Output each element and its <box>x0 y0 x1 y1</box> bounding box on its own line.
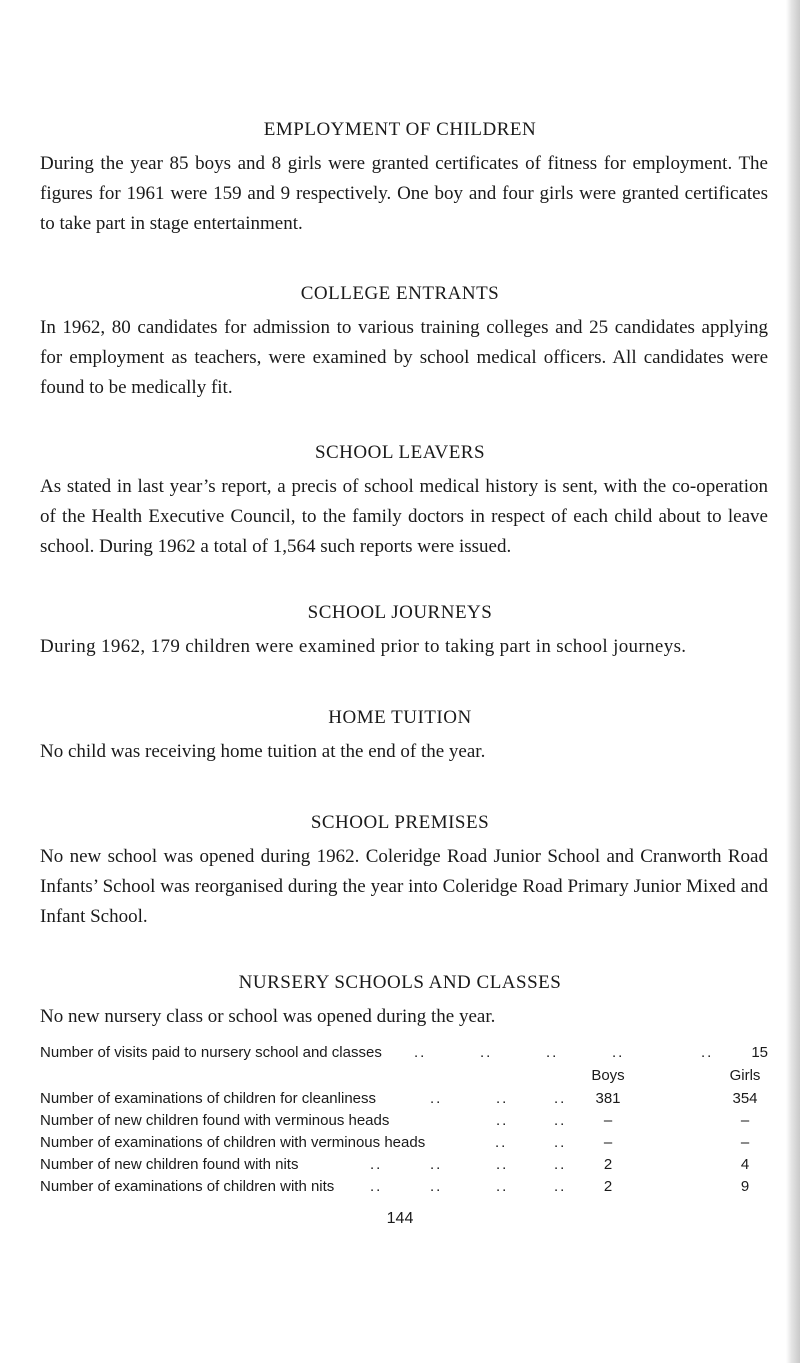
cell-girls: 4 <box>740 1156 750 1173</box>
cell-girls: 9 <box>740 1178 750 1195</box>
row-label: Number of new children found with verminous heads <box>40 1112 390 1129</box>
leader-dots: .. <box>612 1044 625 1061</box>
cell-boys: 2 <box>603 1178 613 1195</box>
leader-dots: .. <box>496 1112 509 1129</box>
leader-dots: .. <box>414 1044 427 1061</box>
leader-dots: .. <box>554 1156 567 1173</box>
cell-boys: 2 <box>603 1156 613 1173</box>
paragraph-employment: During the year 85 boys and 8 girls were granted certificates of fitness for employment. The figures for 1961 were 159 and 9 respectively. One boy and four girls were granted certificates to take part in stage entertainment. <box>40 153 768 234</box>
leader-dots: .. <box>480 1044 493 1061</box>
page-number: 144 <box>386 1210 414 1227</box>
leader-dots: .. <box>554 1178 567 1195</box>
heading-tuition: HOME TUITION <box>328 707 472 728</box>
table-row <box>40 1088 768 1110</box>
paragraph-tuition: No child was receiving home tuition at the end of the year. <box>40 741 486 762</box>
cell-boys: 381 <box>595 1090 621 1107</box>
heading-employment: EMPLOYMENT OF CHILDREN <box>263 119 537 140</box>
paragraph-leavers: As stated in last year’s report, a precis of school medical history is sent, with the co-operation of the Health Executive Council, to the family doctors in respect of each child about to leave school. During 1962 a total of 1,564 such reports were issued. <box>40 476 768 557</box>
row-label: Number of examinations of children with nits <box>40 1178 335 1195</box>
leader-dots: .. <box>370 1156 383 1173</box>
table-row <box>40 1176 768 1198</box>
table-column-headers <box>40 1065 768 1087</box>
row-label: Number of examinations of children with verminous heads <box>40 1134 426 1151</box>
row-label: Number of examinations of children for cleanliness <box>40 1090 376 1107</box>
paragraph-journeys: During 1962, 179 children were examined prior to taking part in school journeys. <box>40 636 687 657</box>
visits-value: 15 <box>751 1044 768 1061</box>
leader-dots: .. <box>430 1090 443 1107</box>
row-label: Number of visits paid to nursery school and classes <box>40 1044 382 1061</box>
leader-dots: .. <box>430 1178 443 1195</box>
column-header-boys: Boys <box>591 1067 625 1084</box>
row-label: Number of new children found with nits <box>40 1156 299 1173</box>
heading-nursery: NURSERY SCHOOLS AND CLASSES <box>238 972 562 993</box>
table-row <box>40 1132 768 1154</box>
cell-girls: 354 <box>732 1090 758 1107</box>
table-row <box>40 1110 768 1132</box>
cell-boys: – <box>603 1112 613 1129</box>
cell-boys: – <box>603 1134 613 1151</box>
leader-dots: .. <box>496 1156 509 1173</box>
paragraph-nursery: No new nursery class or school was opened during the year. <box>40 1006 496 1027</box>
heading-journeys: SCHOOL JOURNEYS <box>307 602 493 623</box>
table-row <box>40 1154 768 1176</box>
leader-dots: .. <box>554 1134 567 1151</box>
heading-leavers: SCHOOL LEAVERS <box>314 442 486 463</box>
leader-dots: .. <box>554 1112 567 1129</box>
cell-girls: – <box>740 1134 750 1151</box>
leader-dots: .. <box>701 1044 714 1061</box>
leader-dots: .. <box>370 1178 383 1195</box>
paragraph-premises: No new school was opened during 1962. Coleridge Road Junior School and Cranworth Road Infants’ School was reorganised during the year into Coleridge Road Primary Junior Mixed and Infant School. <box>40 846 768 927</box>
heading-college: COLLEGE ENTRANTS <box>300 283 500 304</box>
page-edge-shadow <box>786 0 800 1363</box>
heading-premises: SCHOOL PREMISES <box>310 812 490 833</box>
leader-dots: .. <box>430 1156 443 1173</box>
paragraph-college: In 1962, 80 candidates for admission to various training colleges and 25 candidates applying for employment as teachers, were examined by school medical officers. All candidates were found to be medically fit. <box>40 317 768 398</box>
leader-dots: .. <box>496 1178 509 1195</box>
leader-dots: .. <box>554 1090 567 1107</box>
leader-dots: .. <box>495 1134 508 1151</box>
leader-dots: .. <box>496 1090 509 1107</box>
table-row-visits <box>40 1042 768 1064</box>
cell-girls: – <box>740 1112 750 1129</box>
column-header-girls: Girls <box>729 1067 761 1084</box>
leader-dots: .. <box>546 1044 559 1061</box>
